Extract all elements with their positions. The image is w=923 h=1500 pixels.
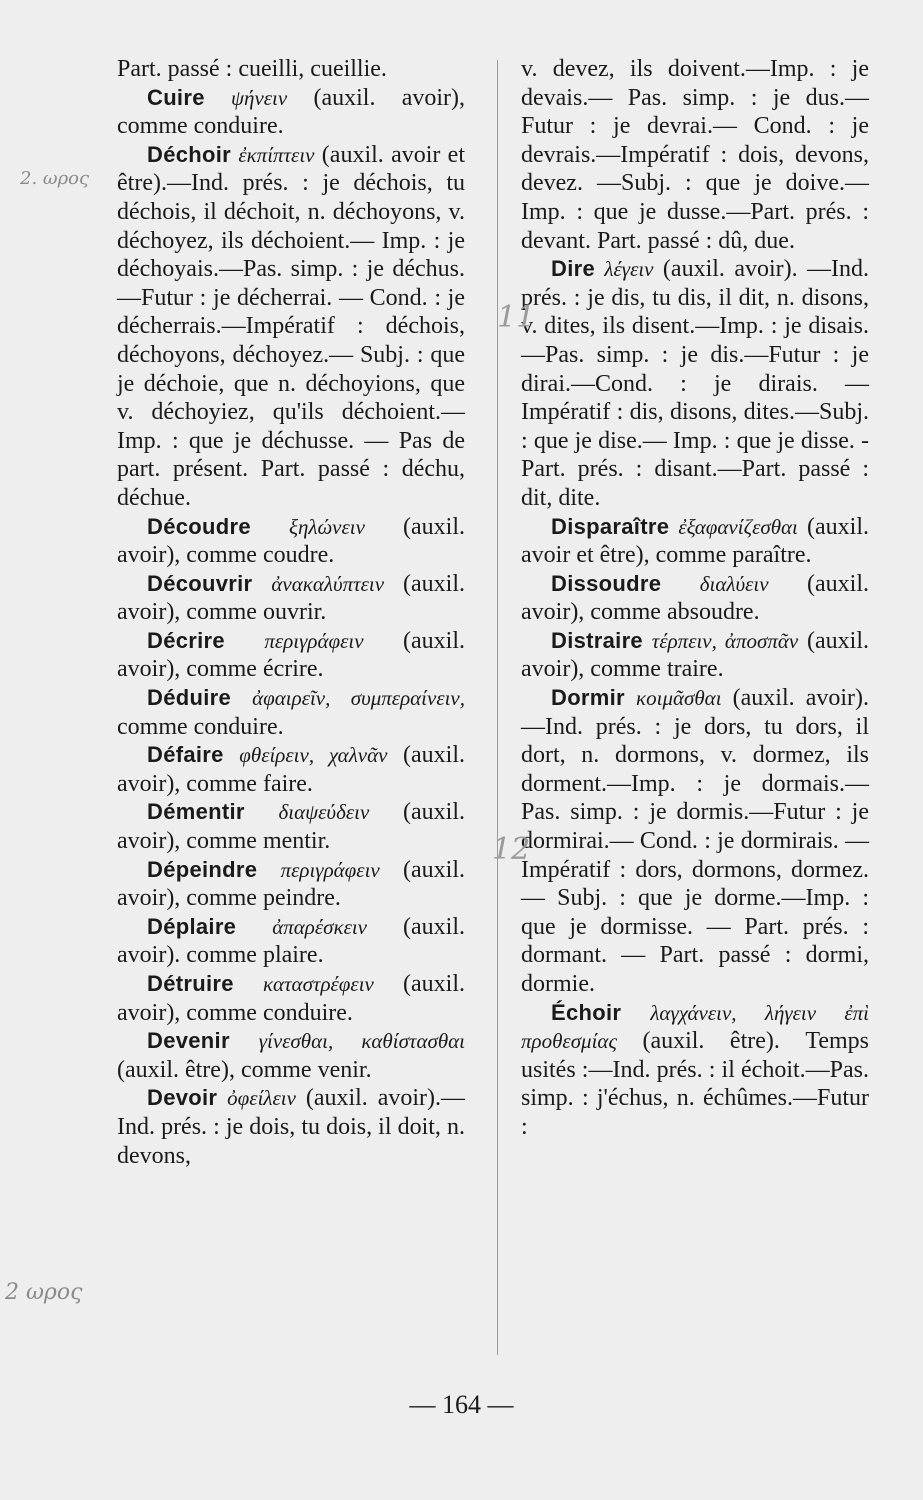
headword: Déplaire: [147, 913, 237, 939]
greek-translation: τέρπειν, ἀποσπᾶν: [651, 628, 799, 653]
headword: Découvrir: [147, 570, 253, 596]
headword: Cuire: [147, 84, 205, 110]
column-divider: [497, 60, 498, 1355]
dictionary-entry: [117, 141, 465, 513]
headword: Déduire: [147, 685, 232, 711]
greek-translation: ἀφαιρεῖν, συμπεραίνειν,: [252, 686, 466, 711]
headword: Devoir: [147, 1085, 218, 1111]
entry-text: (auxil. avoir). —Ind. prés. : je dis, tu dis, il dit, n. disons, v. dites, ils disent.—Imp. : je disais. —Pas. simp. : je dis.—Futur : je dirai.—Cond. : je dirais. —Impératif : dis, disons, dites.—Subj. : que je dise.— Imp. : que je disse. - Part. prés. : disant.—Part. passé : dit, dite.: [521, 256, 870, 511]
headword: Échoir: [551, 999, 622, 1025]
entry-text: (auxil. avoir).—Ind. prés. : je dors, tu dors, il dort, n. dormons, v. dormez, ils dorment.—Imp. : je dormais.— Pas. simp. : je dormis.—Futur : je dormirai.— Cond. : je dormirais. — Impératif : dors, dormons, dormez.— Subj. : que je dorme.—Imp. : que je dormisse. — Part. prés. : dormant. — Part. passé : dormi, dormie.: [521, 685, 870, 997]
greek-translation: διαλύειν: [699, 571, 769, 596]
left-column: [117, 55, 465, 1170]
entry-text: (auxil. avoir), comme coudre.: [117, 513, 465, 569]
greek-translation: ἀπαρέσκειν: [272, 914, 368, 939]
headword: Décrire: [147, 627, 225, 653]
dictionary-entry: [117, 84, 465, 141]
greek-translation: λαγχάνειν, λήγειν ἐπὶ προθεσμίας: [521, 1000, 869, 1054]
entry-text: (auxil. être), comme venir.: [117, 1056, 372, 1083]
dictionary-entry: [117, 970, 465, 1027]
greek-translation: ψήνειν: [231, 85, 288, 110]
greek-translation: ὀφείλειν: [227, 1086, 296, 1111]
entry-text: Part. passé : cueilli, cueillie.: [117, 56, 387, 82]
dictionary-entry: [117, 627, 465, 684]
entry-text: v. devez, ils doivent.—Imp. : je devais.— Pas. simp. : je dus.—Futur : je devrai.— Cond. : je devrais.—Impératif : dois, devons, devez. —Subj. : que je doive.— Imp. : que je dusse.—Part. prés. : devant. Part. passé : dû, due.: [521, 56, 869, 254]
right-column: [521, 55, 869, 1142]
entry-text: (auxil. avoir et être), comme paraître.: [521, 513, 869, 569]
margin-note: 2. ωρος: [20, 168, 90, 189]
entry-text: (auxil. avoir), comme conduire.: [117, 971, 466, 1026]
entry-text: comme conduire.: [117, 713, 284, 740]
headword: Devenir: [147, 1028, 230, 1054]
page-number: — 164 —: [409, 1390, 514, 1419]
entry-text: (auxil. avoir et être).—Ind. prés. : je déchois, tu déchois, il déchoit, n. déchoyons, v. déchoyez, ils déchoient.— Imp. : je déchoyais.—Pas. simp. : je déchus.—Futur : je décherrai. — Cond. : je décherrais.—Impératif : déchois, déchoyons, déchoyez.— Subj. : que je déchoie, que n. déchoyions, que v. déchoyiez, qu'ils déchoient.—Imp. : que je déchusse. — Pas de part. présent. Part. passé : déchu, déchue.: [117, 141, 465, 511]
entry-text: (auxil. avoir), comme conduire.: [117, 84, 465, 140]
dictionary-entry: [521, 999, 869, 1142]
greek-translation: ἐξαφανίζεσθαι: [678, 514, 798, 539]
headword: Démentir: [147, 799, 245, 825]
dictionary-entry: [521, 684, 869, 999]
entry-text: (auxil. être). Temps usités :—Ind. prés. : il échoit.—Pas. simp. : j'échus, n. échûmes.—Futur :: [521, 1028, 869, 1140]
margin-note: 12: [492, 832, 531, 867]
entry-text: (auxil. avoir). comme plaire.: [117, 913, 465, 969]
greek-translation: ἐκπίπτειν: [238, 142, 315, 167]
headword: Détruire: [147, 971, 234, 996]
dictionary-entry: [521, 570, 869, 627]
dictionary-entry: [521, 255, 869, 512]
entry-text: (auxil. avoir), comme écrire.: [117, 627, 465, 683]
greek-translation: κοιμᾶσθαι: [636, 686, 722, 711]
dictionary-entry: [117, 55, 465, 84]
entry-text: (auxil. avoir), comme traire.: [521, 627, 870, 683]
dictionary-entry: [117, 798, 465, 855]
headword: Disparaître: [551, 513, 670, 539]
dictionary-entry: [521, 513, 869, 570]
headword: Dépeindre: [147, 856, 258, 882]
greek-translation: περιγράφειν: [264, 628, 364, 653]
entry-text: (auxil. avoir), comme faire.: [117, 742, 466, 797]
greek-translation: λέγειν: [604, 257, 654, 282]
headword: Déchoir: [147, 141, 232, 167]
headword: Dire: [551, 256, 595, 282]
greek-translation: διαψεύδειν: [278, 800, 370, 825]
margin-note: 11: [497, 300, 536, 335]
dictionary-entry: [521, 55, 869, 255]
headword: Dissoudre: [551, 570, 662, 596]
entry-text: (auxil. avoir).—Ind. prés. : je dois, tu dois, il doit, n. devons,: [117, 1085, 465, 1169]
entry-text: (auxil. avoir), comme absoudre.: [521, 570, 870, 626]
greek-translation: καταστρέφειν: [262, 972, 374, 996]
margin-note: 2 ωρος: [5, 1280, 83, 1305]
headword: Défaire: [147, 742, 224, 768]
dictionary-entry: [521, 627, 869, 684]
headword: Découdre: [147, 513, 251, 539]
entry-text: (auxil. avoir), comme peindre.: [117, 856, 466, 912]
dictionary-entry: [117, 1084, 465, 1170]
dictionary-entry: [117, 513, 465, 570]
headword: Dormir: [551, 685, 625, 711]
greek-translation: ξηλώνειν: [288, 514, 365, 539]
dictionary-entry: [117, 570, 465, 627]
greek-translation: ἀνακαλύπτειν: [271, 571, 385, 596]
headword: Distraire: [551, 627, 643, 653]
greek-translation: περιγράφειν: [280, 857, 380, 882]
greek-translation: γίνεσθαι, καθίστασθαι: [258, 1029, 465, 1054]
dictionary-entry: [117, 1027, 465, 1084]
entry-text: (auxil. avoir), comme mentir.: [117, 799, 465, 855]
dictionary-entry: [117, 741, 465, 798]
dictionary-entry: [117, 913, 465, 970]
entry-text: (auxil. avoir), comme ouvrir.: [117, 570, 465, 626]
dictionary-entry: [117, 684, 465, 741]
greek-translation: φθείρειν, χαλνᾶν: [239, 743, 388, 768]
dictionary-entry: [117, 856, 465, 913]
